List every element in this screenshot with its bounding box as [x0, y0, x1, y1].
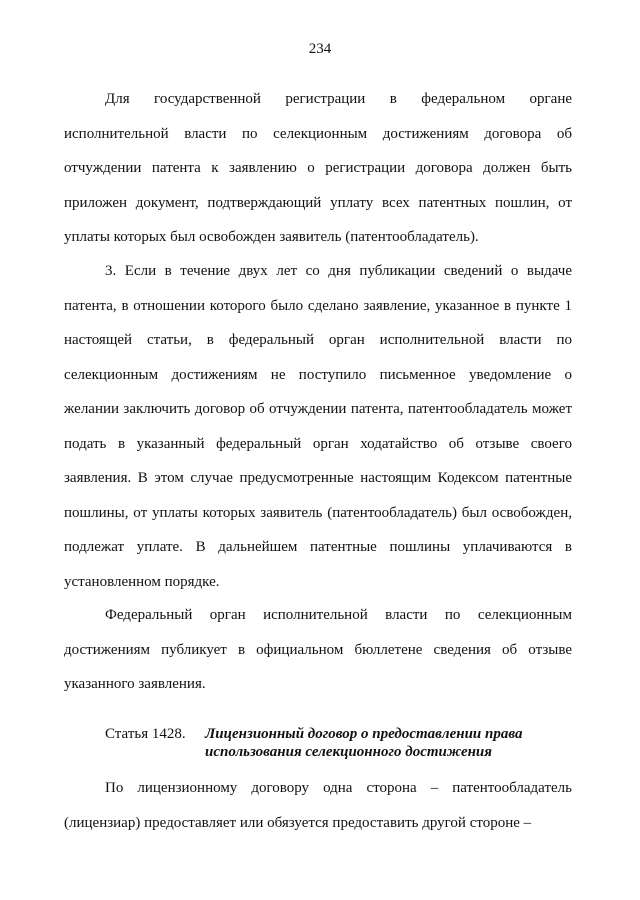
article-title: Лицензионный договор о предоставлении права использования селекционного достижения	[205, 726, 523, 760]
paragraph-license-agreement	[64, 771, 572, 840]
paragraph-text: Федеральный орган исполнительной власти по селекционным достижениям публикует в официальном бюллетене сведения об отзыве указанного заявления.	[64, 607, 572, 692]
paragraph-publication	[64, 598, 572, 702]
paragraph-text: По лицензионному договору одна сторона – патентообладатель (лицензиар) предоставляет или обязуется предоставить другой стороне –	[64, 780, 572, 831]
article-heading	[105, 725, 575, 761]
page-number: 234	[308, 41, 332, 57]
paragraph-registration	[64, 82, 572, 255]
paragraph-text: Для государственной регистрации в федеральном органе исполнительной власти по селекционным достижениям договора об отчуждении патента к заявлению о регистрации договора должен быть приложен документ, подтверждающий уплату всех патентных пошлин, от уплаты которых был освобожден заявитель (патентообладатель).	[64, 91, 572, 245]
paragraph-text: 3. Если в течение двух лет со дня публикации сведений о выдаче патента, в отношении которого было сделано заявление, указанное в пункте 1 настоящей статьи, в федеральный орган исполнительной власти по селекционным достижениям не поступило письменное уведомление о желании заключить договор об отчуждении патента, патентообладатель может подать в указанный федеральный орган ходатайство об отзыве своего заявления. В этом случае предусмотренные настоящим Кодексом патентные пошлины, от уплаты которых заявитель (патентообладатель) был освобожден, подлежат уплате. В дальнейшем патентные пошлины уплачиваются в установленном порядке.	[64, 263, 572, 590]
article-number: Статья 1428.	[105, 726, 186, 742]
paragraph-item-3	[64, 254, 572, 599]
